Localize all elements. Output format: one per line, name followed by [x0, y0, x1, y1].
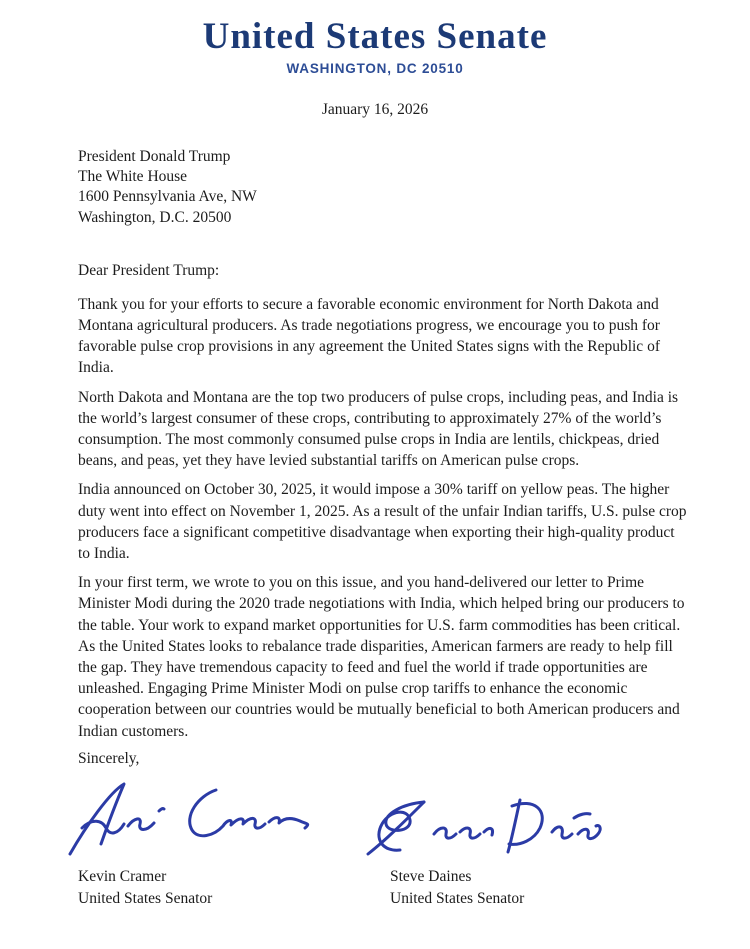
body-paragraph: India announced on October 30, 2025, it would impose a 30% tariff on yellow peas. The higher duty went into effect on November 1, 2025. As a result of the unfair Indian tariffs, U.S. pulse crop producers face a significant competitive disadvantage when exporting their high-quality product to India.	[78, 481, 687, 563]
letter-date: January 16, 2026	[321, 101, 429, 118]
body-paragraph: In your first term, we wrote to you on this issue, and you hand-delivered our letter to Prime Minister Modi during the 2020 trade negotiations with India, which helped bring our producers to the table. Your work to expand market opportunities for U.S. farm commodities has been critical. As the United States looks to rebalance trade disparities, American farmers are ready to help fill the gap. They have tremendous capacity to feed and fuel the world if trade opportunities are unleashed. Engaging Prime Minister Modi on pulse crop tariffs to enhance the economic cooperation between our countries would be mutually beneficial to both American producers and Indian customers.	[78, 574, 685, 740]
letterhead	[0, 0, 750, 76]
body-paragraph: North Dakota and Montana are the top two producers of pulse crops, including peas, and India is the world’s largest consumer of these crops, contributing to approximately 27% of the world’s consumption. The most commonly consumed pulse crops in India are lentils, chickpeas, dried beans, and peas, yet they have levied substantial tariffs on American pulse crops.	[78, 388, 679, 470]
signer-name-kevin-cramer: Kevin Cramer	[78, 867, 167, 885]
salutation: Dear President Trump:	[78, 261, 220, 279]
body-paragraph: Thank you for your efforts to secure a favorable economic environment for North Dakota and Montana agricultural producers. As trade negotiations progress, we encourage you to push for favorable pulse crop provisions in any agreement the United States signs with the Republic of India.	[78, 295, 660, 377]
recipient-line: The White House	[78, 168, 188, 186]
recipient-line: 1600 Pennsylvania Ave, NW	[78, 188, 257, 206]
signer-name-steve-daines: Steve Daines	[390, 867, 472, 885]
recipient-address-block	[78, 147, 750, 228]
letterhead-address: WASHINGTON, DC 20510	[286, 61, 464, 76]
signature-block	[0, 770, 750, 930]
letterhead-org-name: United States Senate	[202, 16, 548, 57]
signer-title-steve-daines: United States Senator	[390, 889, 525, 907]
signer-title-kevin-cramer: United States Senator	[78, 889, 213, 907]
kevin-cramer-signature	[64, 778, 316, 862]
steve-daines-signature	[360, 796, 612, 860]
closing-salutation: Sincerely,	[78, 749, 140, 767]
letter-body	[78, 294, 690, 742]
recipient-line: Washington, D.C. 20500	[78, 208, 232, 226]
recipient-line: President Donald Trump	[78, 148, 231, 165]
